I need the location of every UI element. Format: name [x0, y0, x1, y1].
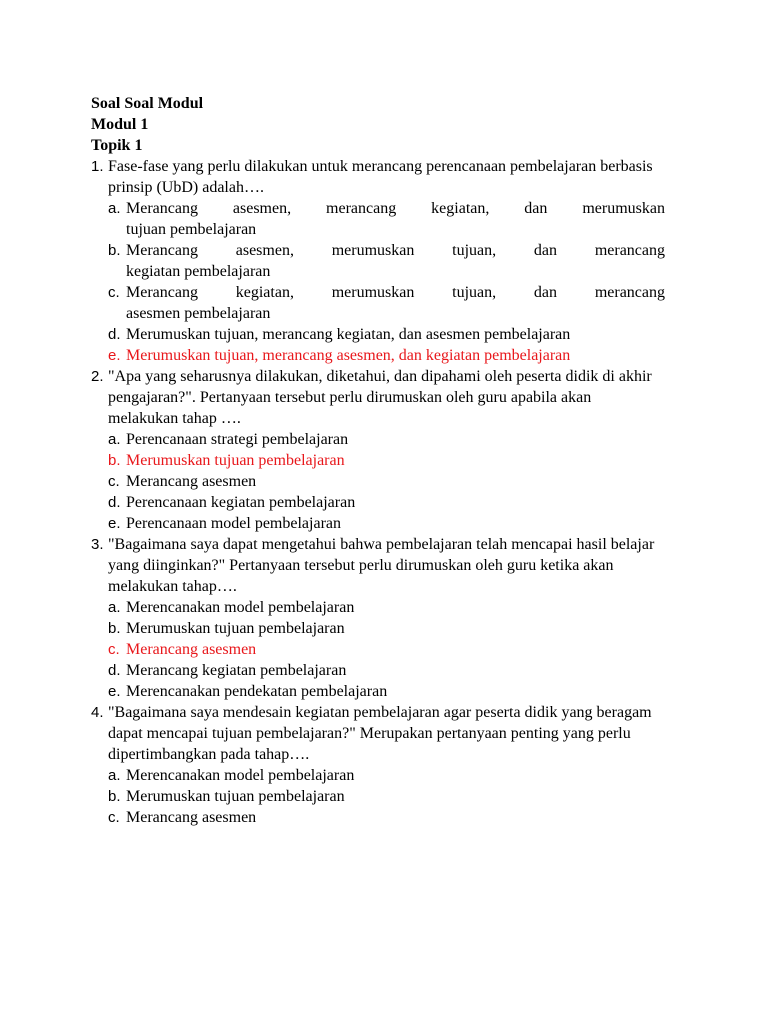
option-4b [108, 786, 665, 807]
question-text: "Bagaimana saya mendesain kegiatan pembelajaran agar peserta didik yang beragam dapat mencapai tujuan pembelajaran?" Merupakan pertanyaan penting yang perlu dipertimbangkan pada tahap…. [108, 704, 652, 763]
question-3 [91, 534, 665, 597]
option-1c [108, 282, 665, 324]
option-2a [108, 429, 665, 450]
option-1d [108, 324, 665, 345]
option-letter: c. [108, 473, 120, 490]
option-text: Merumuskan tujuan, merancang asesmen, dan kegiatan pembelajaran [126, 347, 571, 364]
question-number: 4. [91, 704, 104, 721]
option-text: Merencanakan pendekatan pembelajaran [126, 683, 388, 700]
option-1b [108, 240, 665, 282]
topic-heading: Topik 1 [91, 137, 143, 154]
option-letter: a. [108, 431, 121, 448]
option-3b [108, 618, 665, 639]
option-letter: b. [108, 620, 121, 637]
option-text: Merumuskan tujuan pembelajaran [126, 620, 345, 637]
question-text: Fase-fase yang perlu dilakukan untuk merancang perencanaan pembelajaran berbasis prinsip (UbD) adalah…. [108, 158, 653, 196]
option-text: Merumuskan tujuan pembelajaran [126, 788, 345, 805]
option-letter: d. [108, 494, 121, 511]
option-text: Merancang asesmen [126, 473, 257, 490]
question-number: 1. [91, 158, 104, 175]
document-title: Soal Soal Modul [91, 95, 204, 112]
option-letter: a. [108, 200, 121, 217]
option-4a [108, 765, 665, 786]
option-text-line-1: Merancang asesmen, merumuskan tujuan, dan merancang [126, 242, 665, 259]
option-letter: a. [108, 599, 121, 616]
option-letter: b. [108, 788, 121, 805]
option-letter: e. [108, 515, 121, 532]
question-text: "Bagaimana saya dapat mengetahui bahwa pembelajaran telah mencapai hasil belajar yang diinginkan?" Pertanyaan tersebut perlu dirumuskan oleh guru ketika akan melakukan tahap…. [108, 536, 655, 595]
option-3d [108, 660, 665, 681]
option-text: Merencanakan model pembelajaran [126, 599, 355, 616]
option-text: Perencanaan model pembelajaran [126, 515, 341, 532]
option-text-line-1: Merancang kegiatan, merumuskan tujuan, dan merancang [126, 284, 665, 301]
option-text-line-2: kegiatan pembelajaran [126, 263, 271, 280]
option-text: Merumuskan tujuan pembelajaran [126, 452, 345, 469]
option-1a [108, 198, 665, 240]
option-3c-correct [108, 639, 665, 660]
option-text-line-2: asesmen pembelajaran [126, 305, 271, 322]
option-2c [108, 471, 665, 492]
question-4 [91, 702, 665, 765]
question-number: 3. [91, 536, 104, 553]
option-letter: c. [108, 641, 120, 658]
option-text: Perencanaan kegiatan pembelajaran [126, 494, 356, 511]
option-text: Merancang kegiatan pembelajaran [126, 662, 347, 679]
option-letter: e. [108, 683, 121, 700]
option-2b-correct [108, 450, 665, 471]
option-text: Merumuskan tujuan, merancang kegiatan, dan asesmen pembelajaran [126, 326, 571, 343]
question-text: "Apa yang seharusnya dilakukan, diketahui, dan dipahami oleh peserta didik di akhir pengajaran?". Pertanyaan tersebut perlu dirumuskan oleh guru apabila akan melakukan tahap …. [108, 368, 652, 427]
question-1 [91, 156, 665, 198]
option-letter: d. [108, 326, 121, 343]
option-letter: e. [108, 347, 121, 364]
module-heading: Modul 1 [91, 116, 149, 133]
option-text: Perencanaan strategi pembelajaran [126, 431, 349, 448]
question-number: 2. [91, 368, 104, 385]
option-text: Merancang asesmen [126, 641, 257, 658]
option-letter: b. [108, 242, 121, 259]
option-text: Merancang asesmen [126, 809, 257, 826]
document-content [91, 93, 665, 828]
option-letter: b. [108, 452, 121, 469]
option-letter: c. [108, 809, 120, 826]
option-3a [108, 597, 665, 618]
question-2 [91, 366, 665, 429]
option-text: Merencanakan model pembelajaran [126, 767, 355, 784]
option-text-line-1: Merancang asesmen, merancang kegiatan, dan merumuskan [126, 200, 665, 217]
option-1e-correct [108, 345, 665, 366]
option-4c [108, 807, 665, 828]
option-2d [108, 492, 665, 513]
option-2e [108, 513, 665, 534]
option-text-line-2: tujuan pembelajaran [126, 221, 257, 238]
option-3e [108, 681, 665, 702]
option-letter: a. [108, 767, 121, 784]
option-letter: c. [108, 284, 120, 301]
option-letter: d. [108, 662, 121, 679]
